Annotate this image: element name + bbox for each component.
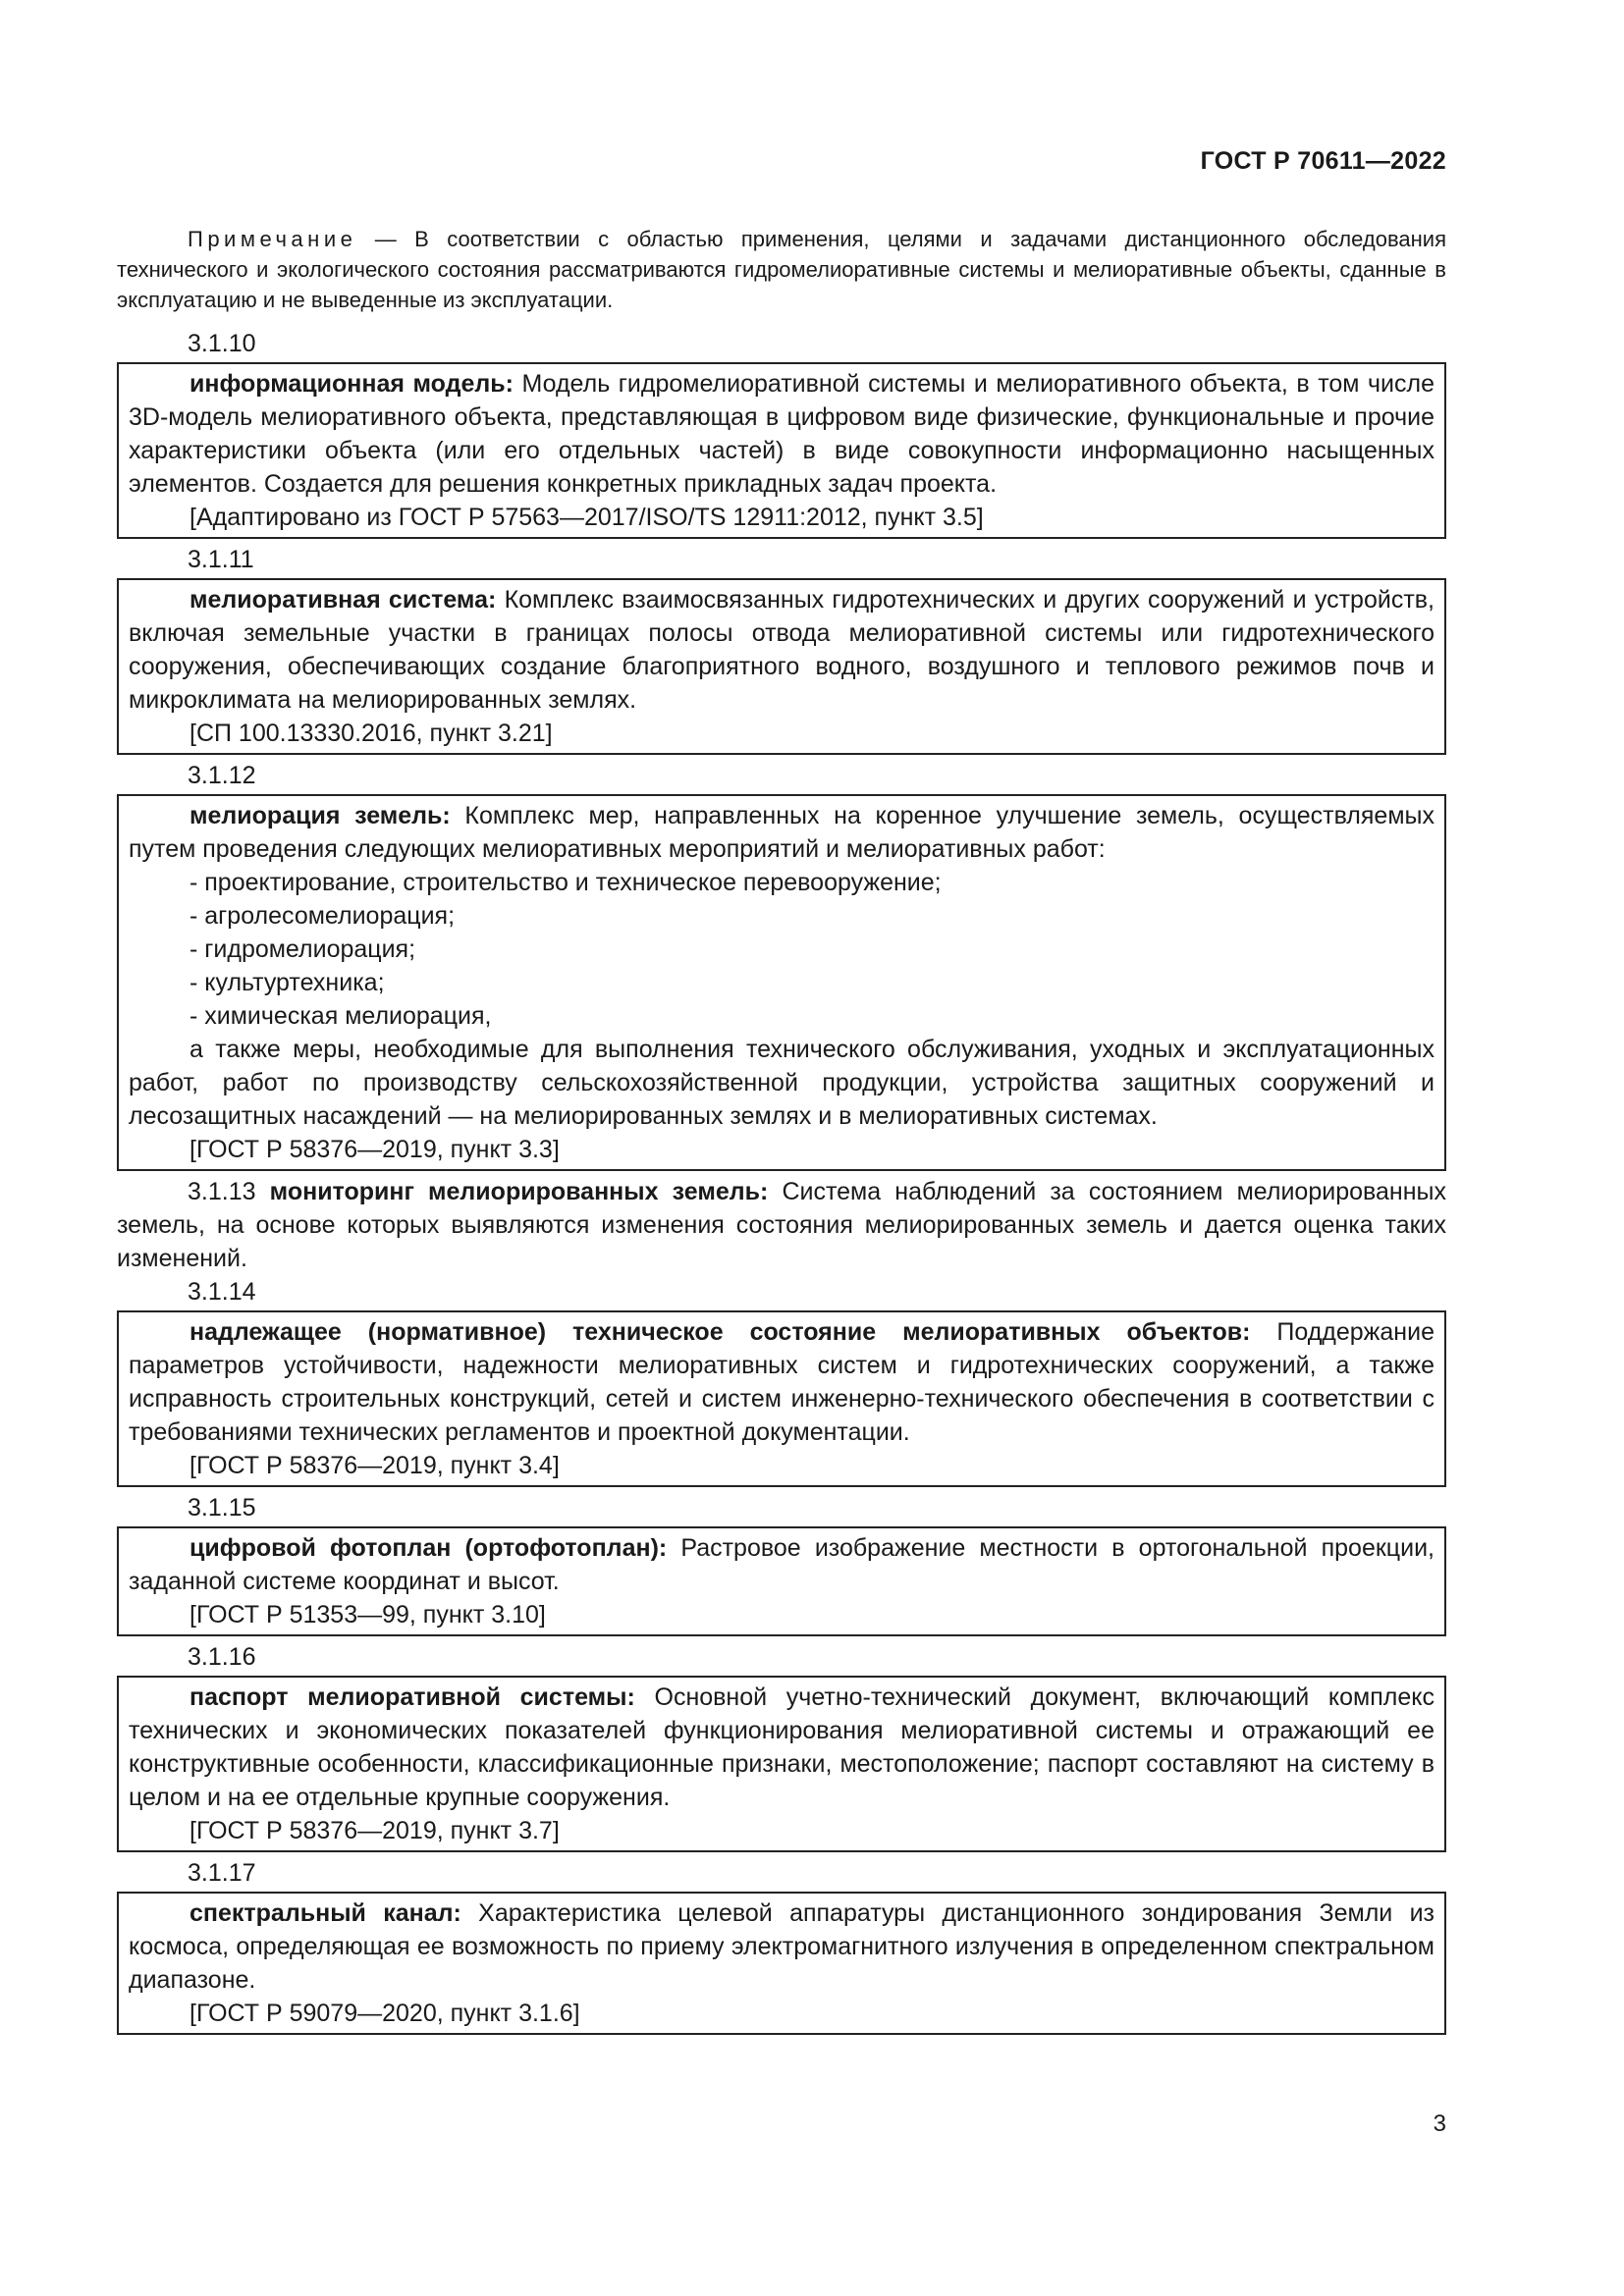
term-source: [ГОСТ Р 58376—2019, пункт 3.3] — [189, 1136, 560, 1163]
term-definition-text: Основной учетно-технический документ, включающий комплекс технических и экономических показателей функционирования мелиоративной системы и отражающий ее конструктивные особенности, классификационные признаки, местоположение; паспорт составляют на систему в целом и на ее отдельные крупные сооружения. — [129, 1683, 1435, 1811]
term-name: паспорт мелиоративной системы: — [189, 1683, 635, 1711]
page-number: 3 — [1433, 2110, 1446, 2137]
term-definition — [129, 1531, 1435, 1598]
term-definition-box — [117, 1676, 1446, 1852]
document-id-header: ГОСТ Р 70611—2022 — [1200, 147, 1446, 175]
term-definition-text: Комплекс мер, направленных на коренное улучшение земель, осуществляемых путем проведения следующих мелиоративных мероприятий и мелиоративных работ: — [129, 802, 1435, 863]
term-definition-box — [117, 1526, 1446, 1636]
list-item: - агролесомелиорация; — [189, 902, 456, 930]
term-definition-box — [117, 578, 1446, 755]
term-source: [ГОСТ Р 59079—2020, пункт 3.1.6] — [189, 2000, 580, 2027]
term-definition-text: Модель гидромелиоративной системы и мелиоративного объекта, в том числе 3D-модель мелиоративного объекта, представляющая в цифровом виде физические, функциональные и прочие характеристики объекта (или его отдельных частей) в виде совокупности информационно насыщенных элементов. Создается для решения конкретных прикладных задач проекта. — [129, 370, 1435, 498]
term-number: 3.1.17 — [188, 1859, 256, 1887]
term-definition-text: Комплекс взаимосвязанных гидротехнических и других сооружений и устройств, включая земельные участки в границах полосы отвода мелиоративной системы или гидротехнического сооружения, обеспечивающих создание благоприятного водного, воздушного и теплового режимов почв и микроклимата на мелиорированных землях. — [129, 586, 1435, 714]
term-definition-box — [117, 794, 1446, 1171]
term-definition-box — [117, 362, 1446, 539]
term-number: 3.1.11 — [188, 546, 254, 573]
term-source: [ГОСТ Р 58376—2019, пункт 3.7] — [189, 1817, 560, 1844]
list-item: - гидромелиорация; — [189, 935, 416, 963]
term-number: 3.1.14 — [188, 1278, 256, 1306]
document-body — [117, 224, 1446, 2039]
term-definition-text: Поддержание параметров устойчивости, надежности мелиоративных систем и гидротехнических сооружений, а также исправность строительных конструкций, сетей и систем инженерно-технического обеспечения в соответствии с требованиями технических регламентов и проектной документации. — [129, 1318, 1435, 1446]
term-definition-box — [117, 1310, 1446, 1487]
list-item: - проектирование, строительство и техническое перевооружение; — [189, 869, 942, 896]
term-definition-text: Система наблюдений за состоянием мелиорированных земель, на основе которых выявляются изменения состояния мелиорированных земель и дается оценка таких изменений. — [117, 1178, 1446, 1272]
term-number: 3.1.16 — [188, 1643, 256, 1671]
term-definition-unboxed — [117, 1175, 1446, 1275]
term-source: [ГОСТ Р 51353—99, пункт 3.10] — [189, 1601, 546, 1629]
term-definition — [129, 1315, 1435, 1449]
note-paragraph — [117, 224, 1446, 315]
term-definition-text: Растровое изображение местности в ортогональной проекции, заданной системе координат и высот. — [129, 1534, 1435, 1595]
term-definition — [129, 1681, 1435, 1814]
term-definition — [129, 799, 1435, 866]
term-name: цифровой фотоплан (ортофотоплан): — [189, 1534, 668, 1562]
note-label: Примечание — [188, 227, 357, 251]
term-name: мелиоративная система: — [189, 586, 497, 614]
term-source: [ГОСТ Р 58376—2019, пункт 3.4] — [189, 1452, 560, 1479]
term-number: 3.1.15 — [188, 1494, 256, 1522]
term-source: [СП 100.13330.2016, пункт 3.21] — [189, 720, 553, 747]
term-number: 3.1.13 — [188, 1178, 256, 1205]
term-name: мониторинг мелиорированных земель: — [269, 1178, 769, 1205]
term-definition-text: Характеристика целевой аппаратуры дистанционного зондирования Земли из космоса, определяющая ее возможность по приему электромагнитного излучения в определенном спектральном диапазоне. — [129, 1899, 1435, 1994]
term-number: 3.1.12 — [188, 762, 256, 789]
term-name: спектральный канал: — [189, 1899, 461, 1927]
term-number: 3.1.10 — [188, 330, 256, 357]
term-definition-box — [117, 1892, 1446, 2035]
term-definition-continuation: а также меры, необходимые для выполнения технического обслуживания, уходных и эксплуатационных работ, работ по производству сельскохозяйственной продукции, устройства защитных сооружений и лесозащитных насаждений — на мелиорированных землях и в мелиоративных системах. — [129, 1036, 1435, 1130]
term-definition — [129, 1896, 1435, 1997]
term-source: [Адаптировано из ГОСТ Р 57563—2017/ISO/TS 12911:2012, пункт 3.5] — [189, 504, 984, 531]
term-definition — [129, 583, 1435, 717]
term-name: надлежащее (нормативное) техническое состояние мелиоративных объектов: — [189, 1318, 1251, 1346]
list-item: - химическая мелиорация, — [189, 1002, 492, 1030]
note-text: — В соответствии с областью применения, целями и задачами дистанционного обследования технического и экологического состояния рассматриваются гидромелиоративные системы и мелиоративные объекты, сданные в эксплуатацию и не выведенные из эксплуатации. — [117, 227, 1446, 312]
term-definition — [129, 367, 1435, 501]
list-item: - культуртехника; — [189, 969, 385, 996]
term-name: информационная модель: — [189, 370, 514, 398]
term-name: мелиорация земель: — [189, 802, 451, 829]
